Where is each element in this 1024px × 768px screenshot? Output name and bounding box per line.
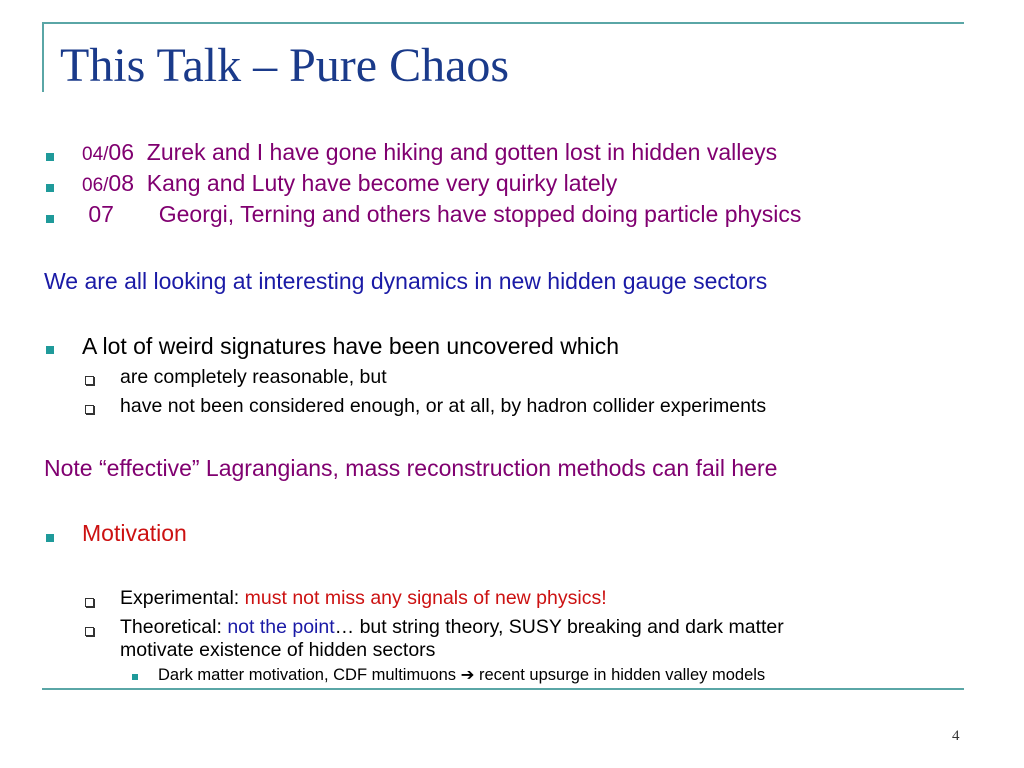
signatures-subitem-1: are completely reasonable, but — [120, 366, 387, 388]
dark-matter-item — [158, 666, 765, 685]
frame-left-rule — [42, 22, 44, 92]
timeline-item-1 — [82, 139, 777, 166]
theoretical-label: Theoretical: — [120, 616, 228, 638]
frame-top-rule — [42, 22, 964, 24]
experimental-value: must not miss any signals of new physics! — [244, 587, 607, 609]
motivation-experimental — [120, 587, 607, 609]
dark-matter-text-b: recent upsurge in hidden valley models — [474, 666, 766, 684]
timeline-year: 07 — [82, 201, 114, 227]
timeline-year: 06 — [108, 139, 135, 165]
signatures-item: A lot of weird signatures have been uncovered which — [82, 333, 619, 359]
square-bullet-icon — [46, 153, 54, 161]
slide-title: This Talk – Pure Chaos — [60, 39, 510, 92]
right-arrow-icon: ➔ — [460, 666, 475, 684]
statement-hidden-gauge-sectors: We are all looking at interesting dynamics in new hidden gauge sectors — [44, 268, 768, 294]
hollow-square-bullet-icon — [85, 627, 94, 636]
statement-effective-lagrangians: Note “effective” Lagrangians, mass reconstruction methods can fail here — [44, 455, 778, 481]
timeline-item-2 — [82, 170, 617, 197]
experimental-label: Experimental: — [120, 587, 245, 609]
motivation-theoretical — [120, 616, 784, 638]
frame-bottom-rule — [42, 688, 964, 690]
theoretical-value: not the point — [227, 616, 335, 638]
square-bullet-icon — [46, 184, 54, 192]
timeline-month: 06/ — [82, 175, 109, 196]
square-bullet-icon — [46, 215, 54, 223]
hollow-square-bullet-icon — [85, 376, 94, 385]
timeline-item-3 — [82, 201, 801, 227]
dark-matter-text-a: Dark matter motivation, CDF multimuons — [158, 666, 461, 684]
hollow-square-bullet-icon — [85, 405, 94, 414]
page-number: 4 — [952, 728, 960, 744]
timeline-month: 04/ — [82, 144, 109, 165]
timeline-year: 08 — [108, 170, 135, 196]
square-bullet-icon — [132, 674, 138, 680]
theoretical-rest: … but string theory, SUSY breaking and dark matter — [334, 616, 784, 638]
motivation-theoretical-continued: motivate existence of hidden sectors — [120, 639, 436, 661]
timeline-text: Zurek and I have gone hiking and gotten lost in hidden valleys — [134, 139, 778, 165]
motivation-heading: Motivation — [82, 520, 187, 546]
hollow-square-bullet-icon — [85, 598, 94, 607]
timeline-text: Georgi, Terning and others have stopped doing particle physics — [113, 201, 802, 227]
signatures-subitem-2: have not been considered enough, or at all, by hadron collider experiments — [120, 395, 767, 417]
square-bullet-icon — [46, 534, 54, 542]
square-bullet-icon — [46, 346, 54, 354]
timeline-text: Kang and Luty have become very quirky lately — [134, 170, 618, 196]
